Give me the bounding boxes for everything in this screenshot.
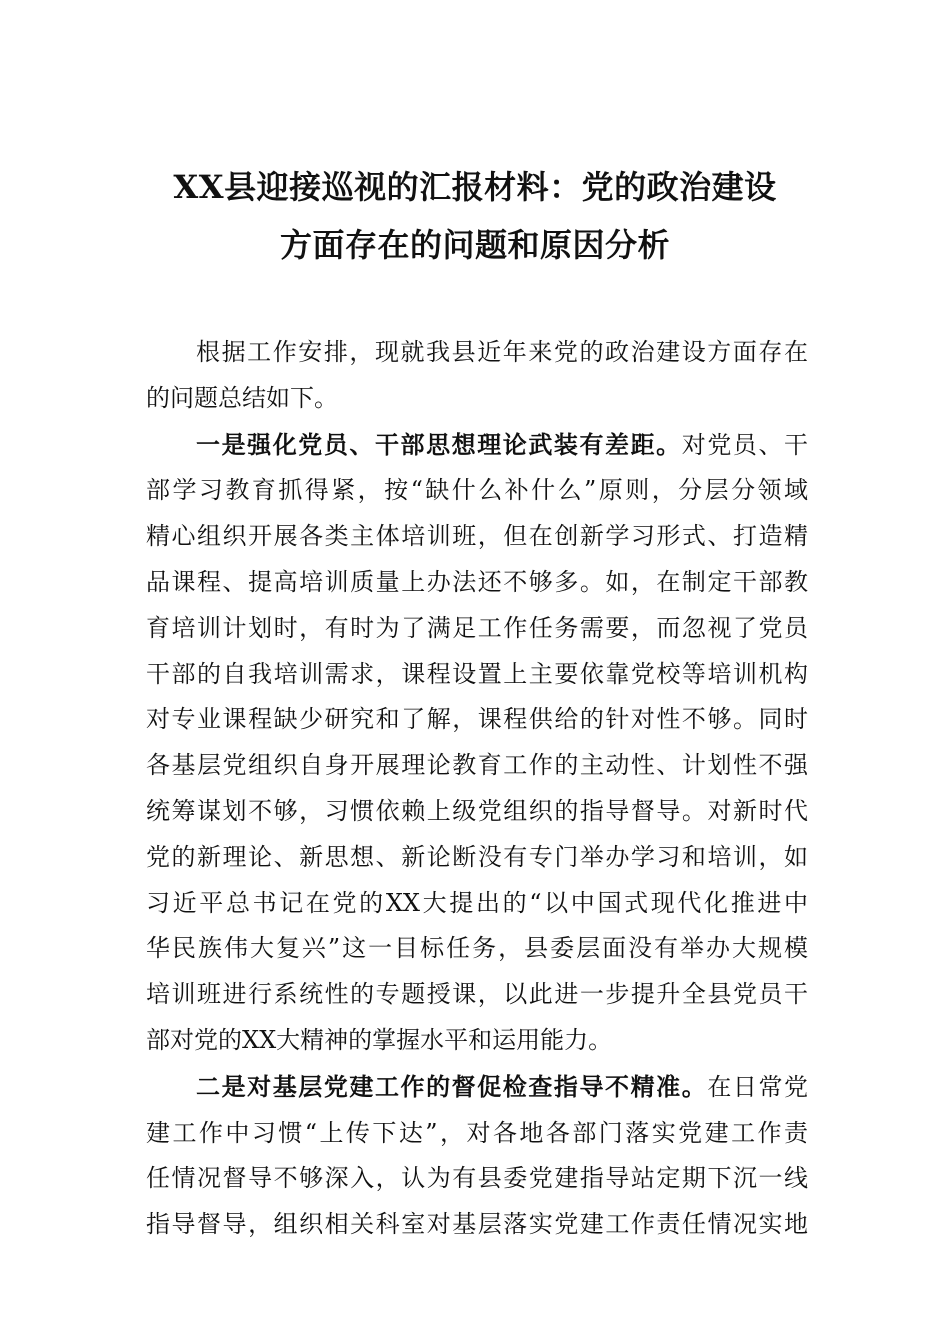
- document-body: [146, 330, 808, 1248]
- section-1-line: 育培训计划时，有时为了满足工作任务需要，而忽视了党员: [146, 613, 808, 642]
- title-line-2: 方面存在的问题和原因分析: [279, 226, 670, 264]
- intro-line-2: 的问题总结如下。: [146, 383, 338, 412]
- section-1-lead: 一是强化党员、干部思想理论武装有差距。: [196, 429, 682, 459]
- section-1-line: 对专业课程缺少研究和了解，课程供给的针对性不够。同时: [146, 705, 808, 734]
- section-1-line: 华民族伟大复兴”这一目标任务，县委层面没有举办大规模: [146, 934, 808, 963]
- section-1-line: 部对党的XX大精神的掌握水平和运用能力。: [146, 1025, 613, 1054]
- section-1-line: 各基层党组织自身开展理论教育工作的主动性、计划性不强: [146, 751, 808, 780]
- section-2-line-1: [146, 1064, 808, 1111]
- section-2-line-1-rest: 在日常党: [707, 1072, 809, 1101]
- section-2-lead: 二是对基层党建工作的督促检查指导不精准。: [196, 1071, 708, 1101]
- section-2-line: 任情况督导不够深入，认为有县委党建指导站定期下沉一线: [146, 1164, 808, 1193]
- title-line-1: XX县迎接巡视的汇报材料：党的政治建设: [173, 168, 777, 206]
- section-1-line: 党的新理论、新思想、新论断没有专门举办学习和培训，如: [146, 842, 808, 871]
- section-1-line: 精心组织开展各类主体培训班，但在创新学习形式、打造精: [146, 522, 808, 551]
- section-1-paragraph: [146, 422, 808, 1064]
- section-1-line: 培训班进行系统性的专题授课，以此进一步提升全县党员干: [146, 980, 808, 1009]
- section-1-line: 习近平总书记在党的XX大提出的“以中国式现代化推进中: [146, 888, 808, 917]
- section-1-line: 部学习教育抓得紧，按“缺什么补什么”原则，分层分领域: [146, 476, 808, 505]
- section-1-line: 干部的自我培训需求，课程设置上主要依靠党校等培训机构: [146, 659, 808, 688]
- intro-paragraph: [146, 330, 808, 422]
- section-2-line: 指导督导，组织相关科室对基层落实党建工作责任情况实地: [146, 1210, 808, 1239]
- section-1-line-1-rest: 对党员、干: [681, 430, 809, 459]
- section-1-line-1: [146, 422, 808, 469]
- section-1-line: 品课程、提高培训质量上办法还不够多。如，在制定干部教: [146, 567, 808, 596]
- section-2-line: 建工作中习惯“上传下达”，对各地各部门落实党建工作责: [146, 1118, 808, 1147]
- document-title: [140, 158, 810, 274]
- section-1-line: 统筹谋划不够，习惯依赖上级党组织的指导督导。对新时代: [146, 796, 808, 825]
- intro-line-1: 根据工作安排，现就我县近年来党的政治建设方面存在: [196, 338, 808, 366]
- section-2-paragraph: [146, 1064, 808, 1248]
